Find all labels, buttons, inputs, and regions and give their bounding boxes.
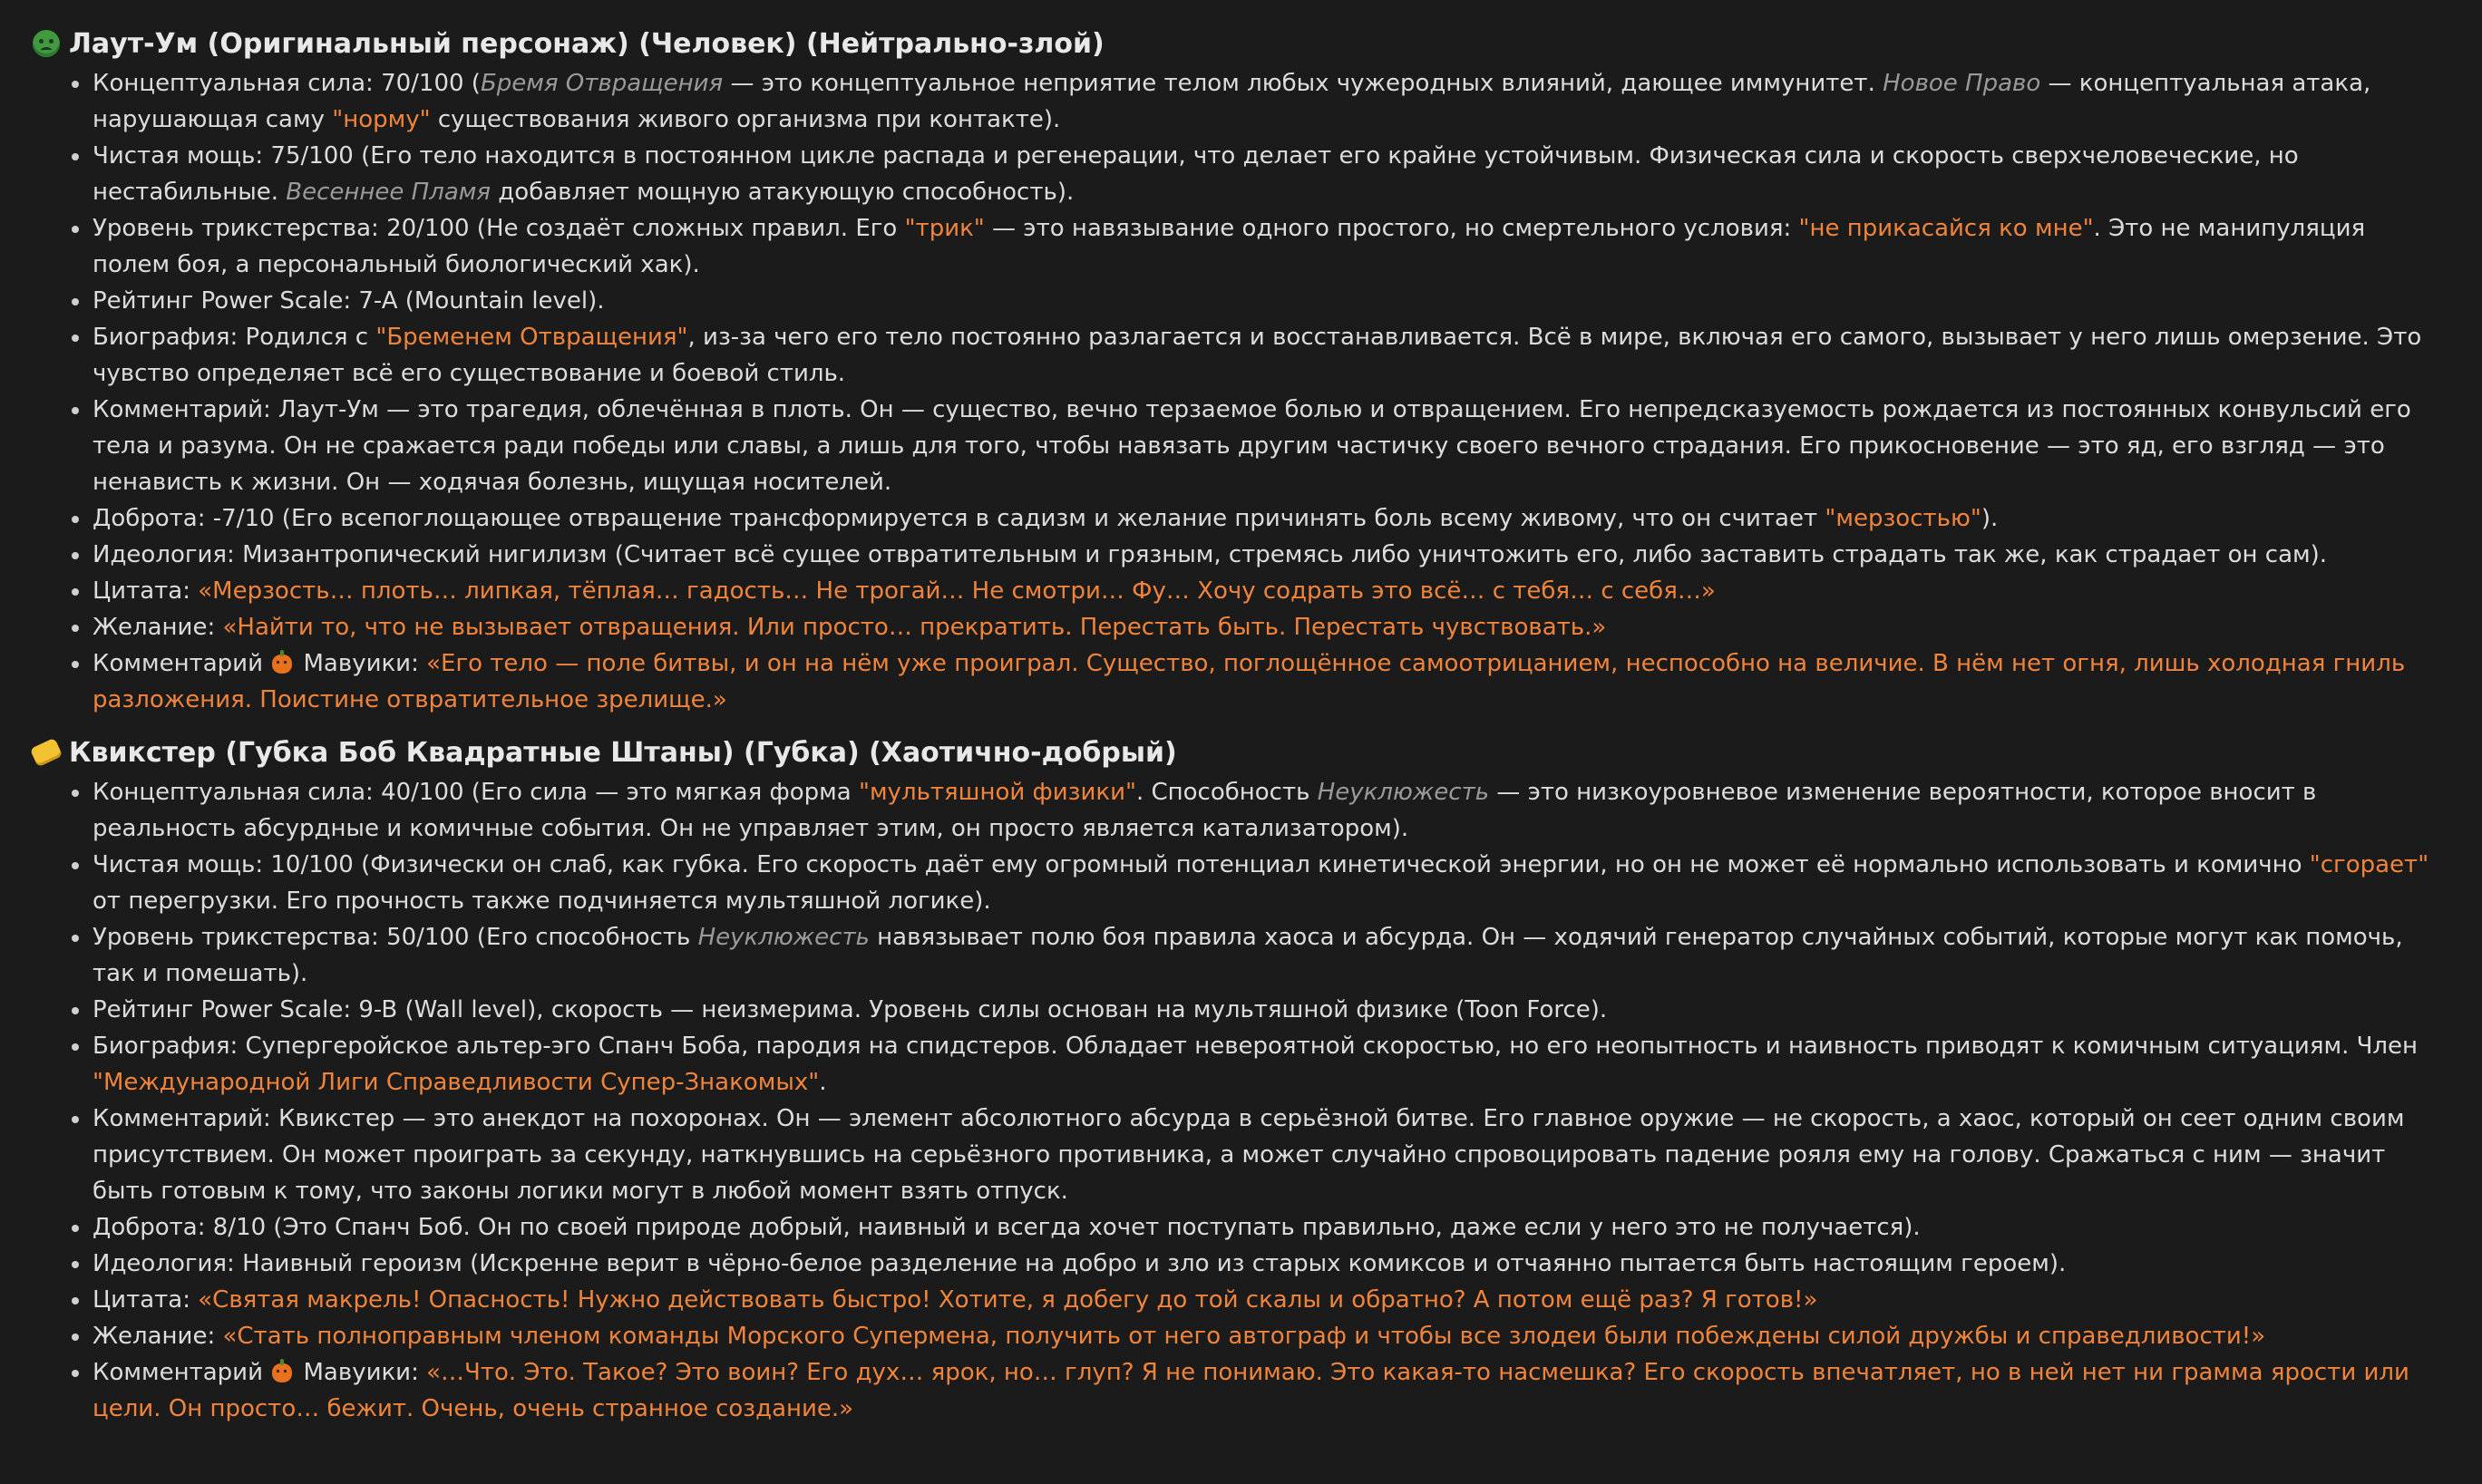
highlighted-term: "сгорает" [2309,851,2429,878]
item-text: Идеология: Наивный героизм (Искренне верит в чёрно-белое разделение на добро и зло из старых комиксов и отчаянно пытается быть настоящим героем). [92,1250,2067,1277]
list-item [92,392,2446,500]
list-item [92,1318,2446,1354]
quote-text: «Его тело — поле битвы, и он на нём уже проиграл. Существо, поглощённое самоотрицанием, неспособно на величие. В нём нет огня, лишь холодная гниль разложения. Поистине отвратительное зрелище.» [92,650,2406,713]
highlighted-term: "Международной Лиги Справедливости Супер-Знакомых" [92,1069,820,1096]
item-text: Комментарий: Квикстер — это анекдот на похоронах. Он — элемент абсолютного абсурда в серьёзной битве. Его главное оружие — не скорость, а хаос, который он сеет одним своим присутствием. Он может проиграть за секунду, наткнувшись на серьёзного противника, а может случайно спровоцировать падение рояля ему на голову. Сражаться с ним — значит быть готовым к тому, что законы логики могут в любой момент взять отпуск. [92,1105,2405,1205]
italic-term: Весеннее Пламя [286,179,492,206]
item-text: добавляет мощную атакующую способность). [491,179,1075,206]
list-item [92,138,2446,210]
quote-text: «Мерзость… плоть… липкая, тёплая… гадость… Не трогай… Не смотри… Фу… Хочу содрать это всё… с тебя… с себя…» [198,577,1716,605]
item-text: Уровень трикстерства: 20/100 (Не создаёт сложных правил. Его [92,215,905,242]
item-text: Доброта: 8/10 (Это Спанч Боб. Он по своей природе добрый, наивный и всегда хочет поступать правильно, даже если у него это не получается). [92,1214,1921,1241]
italic-term: Неуклюжесть [1317,779,1490,806]
item-text: . Способность [1135,779,1318,806]
item-text: , из-за чего его тело постоянно разлагается и восстанавливается. Всё в мире, включая его самого, вызывает у него лишь омерзение. Это чувство определяет всё его существование и боевой стиль. [92,324,2422,387]
item-text: Комментарий [92,1359,271,1386]
list-item [92,500,2446,537]
item-text: Рейтинг Power Scale: 9-B (Wall level), скорость — неизмерима. Уровень силы основан на мультяшной физике (Toon Force). [92,996,1608,1023]
list-item [92,645,2446,718]
item-text: Рейтинг Power Scale: 7-A (Mountain level). [92,287,605,315]
item-text: Чистая мощь: 75/100 (Его тело находится в постоянном цикле распада и регенерации, что делает его крайне устойчивым. Физическая сила и скорость сверхчеловеческие, но нестабильные. [92,142,2299,206]
list-item [92,319,2446,392]
list-item [92,847,2446,919]
highlighted-term: "мультяшной физики" [858,779,1136,806]
list-item [92,774,2446,847]
item-text: — концептуальная атака, нарушающая саму [92,70,2371,133]
item-text: Желание: [92,614,223,641]
list-item [92,283,2446,319]
highlighted-term: "Бременем Отвращения" [375,324,688,351]
item-text: Желание: [92,1323,223,1350]
pumpkin-icon [272,655,292,674]
list-item [92,65,2446,138]
item-text: Комментарий: Лаут-Ум — это трагедия, облечённая в плоть. Он — существо, вечно терзаемое болью и отвращением. Его непредсказуемость рождается из постоянных конвульсий его тела и разума. Он не сражается ради победы или славы, а лишь для того, чтобы навязать другим частичку своего вечного страдания. Его прикосновение — это яд, его взгляд — это ненависть к жизни. Он — ходячая болезнь, ищущая носителей. [92,396,2411,496]
item-text: навязывает полю боя правила хаоса и абсурда. Он — ходячий генератор случайных событий, которые могут как помочь, так и помешать). [92,924,2403,987]
quote-text: «…Что. Это. Такое? Это воин? Его дух… ярок, но… глуп? Я не понимаю. Это какая-то насмешка? Его скорость впечатляет, но в ней нет ни грамма ярости или цели. Он просто… бежит. Очень, очень странное создание.» [92,1359,2409,1422]
item-text: от перегрузки. Его прочность также подчиняется мультяшной логике). [92,887,991,915]
item-text: . Это не манипуляция полем боя, а персональный биологический хак). [92,215,2366,278]
section-title [33,22,2446,65]
list-item [92,573,2446,609]
section-title-text: Лаут-Ум (Оригинальный персонаж) (Человек) (Нейтрально-злой) [69,27,1105,60]
item-text: Мавуики: [296,1359,427,1386]
list-item [92,1246,2446,1282]
list-item [92,210,2446,283]
item-text: Биография: Родился с [92,324,376,351]
item-text: Цитата: [92,577,199,605]
item-text: Биография: Супергеройское альтер-эго Спанч Боба, пародия на спидстеров. Обладает невероятной скоростью, но его неопытность и наивность приводят к комичным ситуациям. Член [92,1033,2419,1060]
section-title [33,731,2446,774]
item-text: ). [1981,505,1999,532]
list-item [92,1101,2446,1209]
list-item [92,1282,2446,1318]
highlighted-term: "трик" [904,215,985,242]
item-text: Доброта: -7/10 (Его всепоглощающее отвращение трансформируется в садизм и желание причинять боль всему живому, что он считает [92,505,1825,532]
quote-text: «Святая макрель! Опасность! Нужно действовать быстро! Хотите, я добегу до той скалы и обратно? А потом ещё раз? Я готов!» [198,1286,1818,1314]
item-text: существования живого организма при контакте). [430,106,1061,133]
item-text: . [819,1069,827,1096]
item-text: Мавуики: [296,650,427,677]
item-text: Идеология: Мизантропический нигилизм (Считает всё сущее отвратительным и грязным, стремясь либо уничтожить его, либо заставить страдать так же, как страдает он сам). [92,541,2328,568]
sponge-icon [30,738,63,768]
list-item [92,1209,2446,1246]
item-text: Уровень трикстерства: 50/100 (Его способность [92,924,698,951]
italic-term: Бремя Отвращения [480,70,724,97]
item-text: — это низкоуровневое изменение вероятности, которое вносит в реальность абсурдные и комичные события. Он не управляет этим, он просто является катализатором). [92,779,2317,842]
pumpkin-icon [272,1363,292,1382]
highlighted-term: "не прикасайся ко мне" [1798,215,2094,242]
item-text: Чистая мощь: 10/100 (Физически он слаб, как губка. Его скорость даёт ему огромный потенциал кинетической энергии, но он не может её нормально использовать и комично [92,851,2310,878]
list-item [92,1354,2446,1427]
item-text: Концептуальная сила: 40/100 (Его сила — это мягкая форма [92,779,859,806]
highlighted-term: "норму" [332,106,431,133]
quote-text: «Стать полноправным членом команды Морского Супермена, получить от него автограф и чтобы все злодеи были побеждены силой дружбы и справедливости!» [222,1323,2266,1350]
nauseated-face-icon [33,30,60,57]
item-text: — это концептуальное неприятие телом любых чужеродных влияний, дающее иммунитет. [723,70,1883,97]
item-text: — это навязывание одного простого, но смертельного условия: [984,215,1799,242]
section-title-text: Квикстер (Губка Боб Квадратные Штаны) (Губка) (Хаотично-добрый) [69,736,1177,769]
quote-text: «Найти то, что не вызывает отвращения. Или просто… прекратить. Перестать быть. Перестать чувствовать.» [222,614,1607,641]
item-text: Цитата: [92,1286,199,1314]
section-spacer [33,718,2446,731]
italic-term: Новое Право [1883,70,2041,97]
item-text: Концептуальная сила: 70/100 ( [92,70,481,97]
list-item [92,1028,2446,1101]
attribute-list [33,774,2446,1427]
list-item [92,609,2446,645]
list-item [92,919,2446,992]
list-item [92,992,2446,1028]
list-item [92,537,2446,573]
attribute-list [33,65,2446,718]
item-text: Комментарий [92,650,271,677]
italic-term: Неуклюжесть [697,924,870,951]
highlighted-term: "мерзостью" [1825,505,1981,532]
